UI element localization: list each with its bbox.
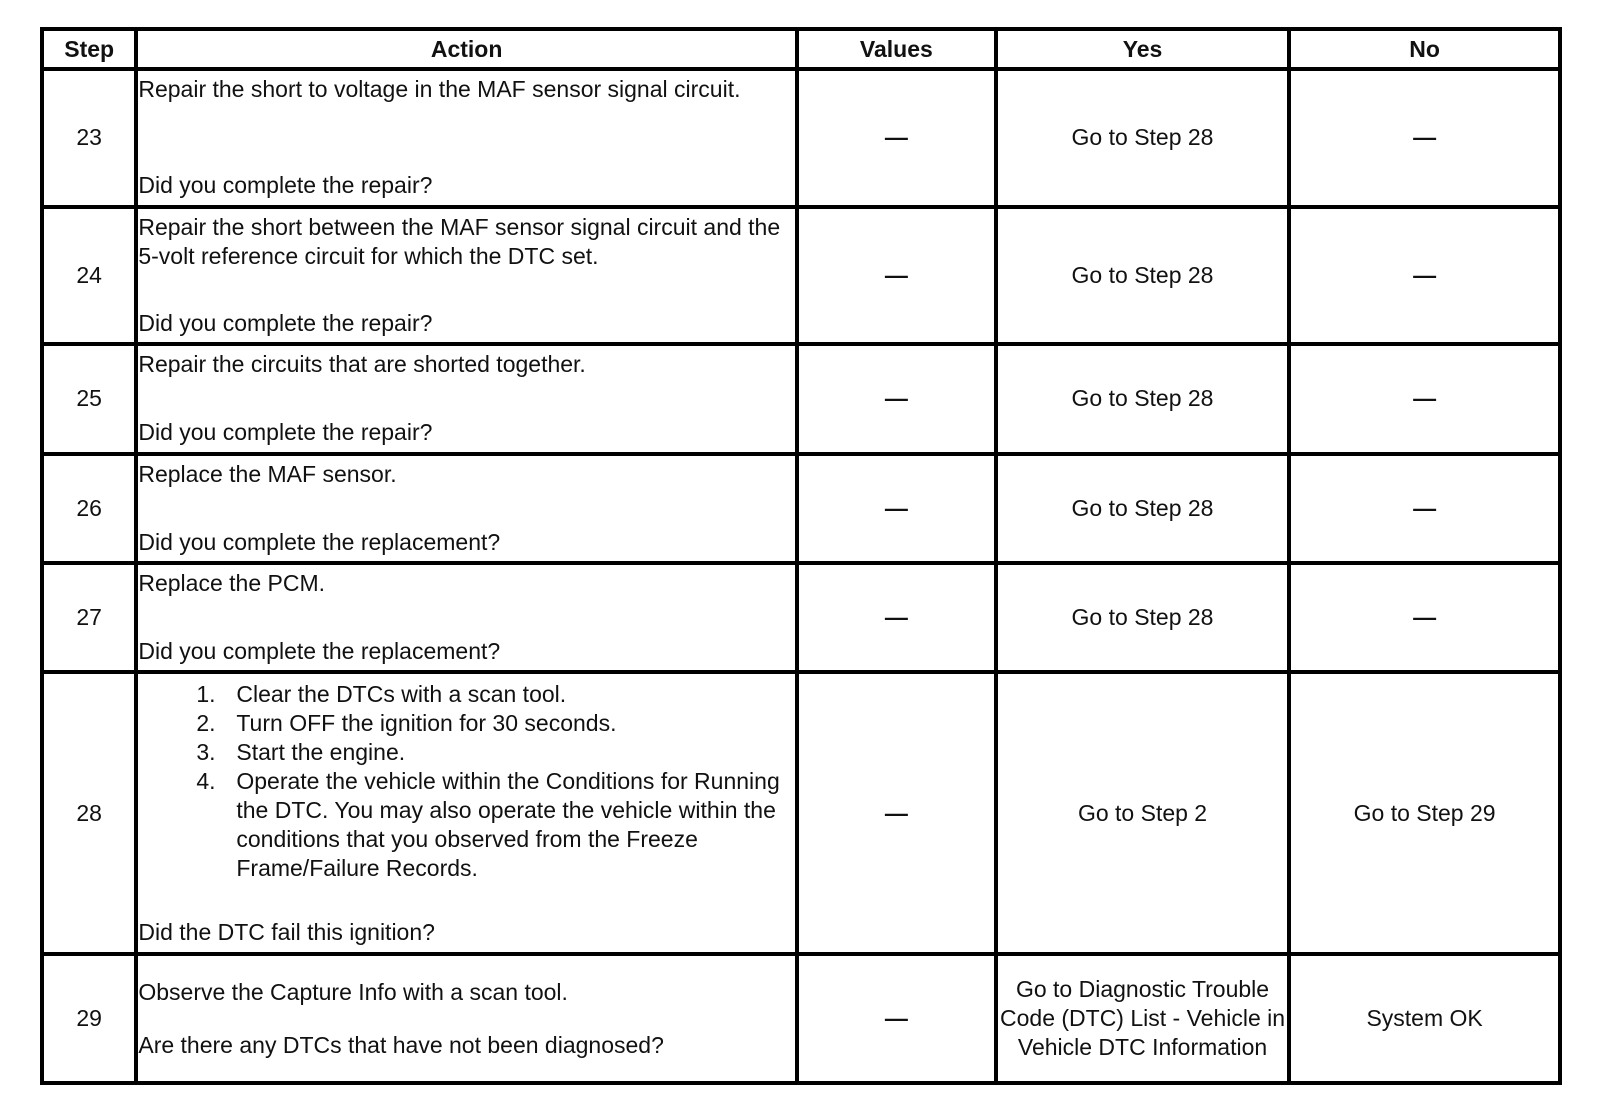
no-dash: — [1413, 262, 1437, 289]
values-dash: — [884, 385, 908, 412]
action-question: Did the DTC fail this ignition? [138, 918, 435, 945]
no-dash: — [1413, 603, 1437, 630]
action-cell [136, 563, 797, 672]
list-item-number: 2. [196, 709, 216, 736]
list-item-text: Operate the vehicle within the Conditions for Running the DTC. You may also operate the vehicle within the conditions that you observed from the Freeze Frame/Failure Records. [236, 767, 780, 881]
values-cell [797, 454, 996, 563]
no-cell: System OK [1289, 954, 1560, 1083]
list-item-text: Start the engine. [236, 738, 406, 765]
step-number: 27 [42, 563, 136, 672]
no-dash: — [1413, 494, 1437, 521]
table-row-step-26 [42, 454, 1560, 563]
header-step: Step [42, 29, 136, 69]
table-row-step-27 [42, 563, 1560, 672]
no-dash: — [1413, 124, 1437, 151]
values-cell [797, 207, 996, 345]
action-question: Did you complete the replacement? [138, 528, 501, 555]
list-item-number: 1. [196, 680, 216, 707]
step-number: 24 [42, 207, 136, 345]
action-text: Replace the MAF sensor. [138, 460, 397, 487]
no-cell [1289, 69, 1560, 207]
action-cell [136, 454, 797, 563]
action-cell [136, 207, 797, 345]
action-question: Did you complete the repair? [138, 419, 433, 446]
action-cell [136, 954, 797, 1083]
values-cell [797, 563, 996, 672]
header-row [42, 29, 1560, 69]
yes-cell: Go to Diagnostic Trouble Code (DTC) List - Vehicle in Vehicle DTC Information [996, 954, 1289, 1083]
action-cell [136, 69, 797, 207]
action-question: Are there any DTCs that have not been diagnosed? [138, 1031, 664, 1058]
diagnostic-table [40, 27, 1562, 1085]
list-item [196, 738, 795, 767]
values-cell [797, 954, 996, 1083]
step-number: 25 [42, 344, 136, 453]
no-dash: — [1413, 385, 1437, 412]
table-row-step-23 [42, 69, 1560, 207]
values-dash: — [884, 799, 908, 826]
yes-cell: Go to Step 28 [996, 344, 1289, 453]
yes-cell: Go to Step 28 [996, 454, 1289, 563]
header-no: No [1289, 29, 1560, 69]
header-values: Values [797, 29, 996, 69]
action-question: Did you complete the repair? [138, 310, 433, 337]
header-action: Action [136, 29, 797, 69]
step-number: 26 [42, 454, 136, 563]
list-item [196, 709, 795, 738]
list-item [196, 767, 795, 883]
list-item-text: Turn OFF the ignition for 30 seconds. [236, 709, 617, 736]
values-dash: — [884, 124, 908, 151]
list-item-number: 4. [196, 767, 216, 794]
list-item [196, 680, 795, 709]
action-question: Did you complete the repair? [138, 172, 433, 199]
values-cell [797, 672, 996, 955]
yes-cell: Go to Step 28 [996, 69, 1289, 207]
procedure-list [138, 680, 795, 883]
values-cell [797, 69, 996, 207]
action-text: Repair the short to voltage in the MAF sensor signal circuit. [138, 76, 741, 103]
step-number: 28 [42, 672, 136, 955]
no-cell [1289, 344, 1560, 453]
no-cell [1289, 563, 1560, 672]
action-text: Repair the circuits that are shorted together. [138, 351, 586, 378]
list-item-number: 3. [196, 738, 216, 765]
values-dash: — [884, 1005, 908, 1032]
step-number: 23 [42, 69, 136, 207]
table-row-step-24 [42, 207, 1560, 345]
values-cell [797, 344, 996, 453]
values-dash: — [884, 494, 908, 521]
no-cell: Go to Step 29 [1289, 672, 1560, 955]
values-dash: — [884, 262, 908, 289]
step-number: 29 [42, 954, 136, 1083]
table-row-step-25 [42, 344, 1560, 453]
no-cell [1289, 454, 1560, 563]
no-cell [1289, 207, 1560, 345]
action-cell [136, 344, 797, 453]
header-yes: Yes [996, 29, 1289, 69]
list-item-text: Clear the DTCs with a scan tool. [236, 680, 567, 707]
values-dash: — [884, 603, 908, 630]
yes-cell: Go to Step 28 [996, 207, 1289, 345]
yes-cell: Go to Step 2 [996, 672, 1289, 955]
yes-cell: Go to Step 28 [996, 563, 1289, 672]
action-question: Did you complete the replacement? [138, 637, 501, 664]
table-row-step-29 [42, 954, 1560, 1083]
action-text: Repair the short between the MAF sensor signal circuit and the 5-volt reference circuit for which the DTC set. [138, 214, 781, 270]
table-row-step-28 [42, 672, 1560, 955]
action-text: Observe the Capture Info with a scan tool. [138, 978, 568, 1005]
action-cell [136, 672, 797, 955]
action-text: Replace the PCM. [138, 569, 325, 596]
